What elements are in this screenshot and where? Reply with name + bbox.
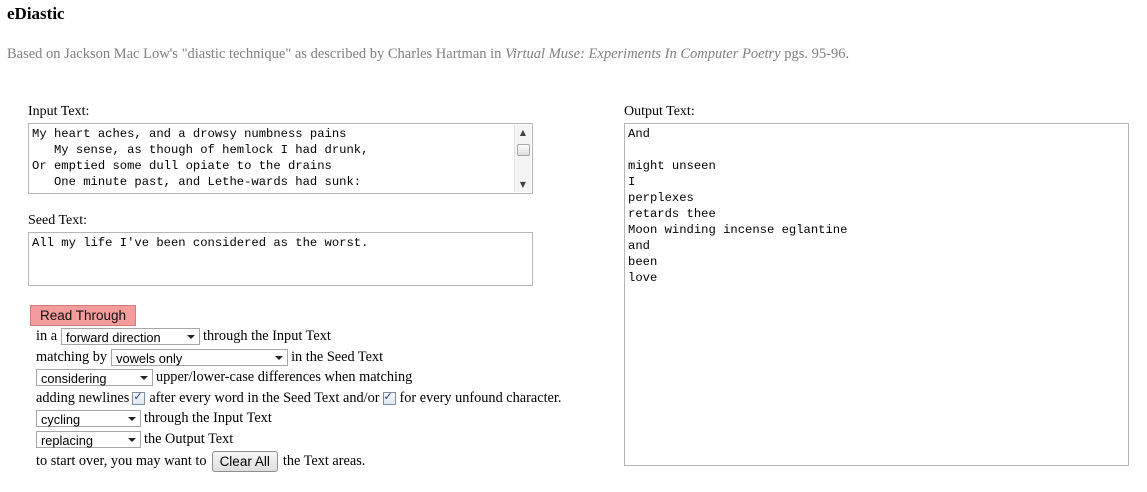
- output-line: And: [628, 127, 650, 141]
- output-mode-select[interactable]: [36, 431, 141, 448]
- output-mode-suffix: the Output Text: [144, 430, 234, 447]
- case-select[interactable]: [36, 369, 153, 386]
- cycling-select-value: cycling: [41, 411, 81, 427]
- chevron-down-icon: [128, 417, 136, 421]
- output-line: perplexes: [628, 191, 694, 205]
- book-title: Virtual Muse: Experiments In Computer Poetry: [505, 46, 781, 62]
- input-text-content: [32, 126, 368, 190]
- scroll-thumb[interactable]: [517, 144, 530, 156]
- subtitle-prefix: Based on Jackson Mac Low's "diastic technique" as described by Charles Hartman in: [7, 46, 506, 62]
- newline-after-word-checkbox[interactable]: [132, 389, 145, 405]
- seed-text-content: All my life I've been considered as the worst.: [32, 236, 369, 250]
- matching-select[interactable]: [111, 349, 288, 366]
- newlines-mid: after every word in the Seed Text and/or: [149, 389, 380, 406]
- matching-select-value: vowels only: [116, 350, 183, 366]
- input-line: Or emptied some dull opiate to the drains: [32, 159, 332, 173]
- cycling-suffix: through the Input Text: [144, 409, 272, 426]
- output-line: been: [628, 255, 658, 269]
- output-line: [628, 142, 847, 158]
- output-line: I: [628, 175, 636, 189]
- newlines-prefix: adding newlines: [36, 389, 130, 406]
- clear-row: [36, 451, 365, 471]
- direction-select[interactable]: [61, 328, 200, 345]
- output-text-label: Output Text:: [624, 104, 695, 119]
- output-line: love: [628, 271, 658, 285]
- matching-suffix: in the Seed Text: [291, 348, 384, 365]
- checkmark-icon: ✓: [383, 389, 393, 403]
- clear-prefix: to start over, you may want to: [36, 452, 207, 469]
- cycling-select[interactable]: [36, 410, 141, 427]
- output-line: retards thee: [628, 207, 716, 221]
- output-line: might unseen: [628, 159, 716, 173]
- cycling-row: [36, 408, 272, 428]
- input-line: One minute past, and Lethe-wards had sunk:: [32, 175, 362, 189]
- input-text-label: Input Text:: [28, 104, 90, 119]
- direction-row: [36, 326, 331, 346]
- chevron-down-icon: [187, 335, 195, 339]
- input-line: My sense, as though of hemlock I had drunk,: [32, 143, 369, 157]
- subtitle-suffix: pgs. 95-96.: [780, 46, 850, 62]
- scroll-up-icon[interactable]: ▲: [519, 128, 527, 137]
- page-title: eDiastic: [7, 4, 65, 23]
- case-select-value: considering: [41, 370, 107, 386]
- newline-unfound-checkbox[interactable]: [383, 389, 396, 405]
- case-row: [36, 367, 412, 387]
- seed-text-label: Seed Text:: [28, 213, 88, 228]
- page-subtitle: [7, 46, 849, 63]
- scroll-down-icon[interactable]: ▼: [519, 180, 527, 189]
- checkmark-icon: ✓: [133, 389, 143, 403]
- matching-row: [36, 347, 383, 367]
- direction-prefix: in a: [36, 327, 58, 344]
- chevron-down-icon: [140, 376, 148, 380]
- output-textarea[interactable]: [624, 123, 1129, 466]
- read-through-button[interactable]: Read Through: [30, 305, 136, 326]
- direction-select-value: forward direction: [66, 329, 161, 345]
- matching-prefix: matching by: [36, 348, 108, 365]
- output-line: and: [628, 239, 650, 253]
- input-line: My heart aches, and a drowsy numbness pains: [32, 127, 347, 141]
- output-line: Moon winding incense eglantine: [628, 223, 848, 237]
- case-suffix: upper/lower-case differences when matching: [156, 368, 413, 385]
- newlines-suffix: for every unfound character.: [399, 389, 562, 406]
- clear-all-button[interactable]: Clear All: [212, 451, 278, 472]
- output-text-content: [628, 126, 847, 286]
- input-textarea[interactable]: [28, 123, 533, 194]
- output-mode-select-value: replacing: [41, 432, 93, 448]
- input-scrollbar[interactable]: [514, 125, 531, 192]
- seed-textarea[interactable]: [28, 232, 533, 286]
- chevron-down-icon: [275, 356, 283, 360]
- output-mode-row: [36, 429, 233, 449]
- newlines-row: [36, 388, 561, 408]
- chevron-down-icon: [128, 438, 136, 442]
- clear-suffix: the Text areas.: [282, 452, 366, 469]
- direction-suffix: through the Input Text: [203, 327, 331, 344]
